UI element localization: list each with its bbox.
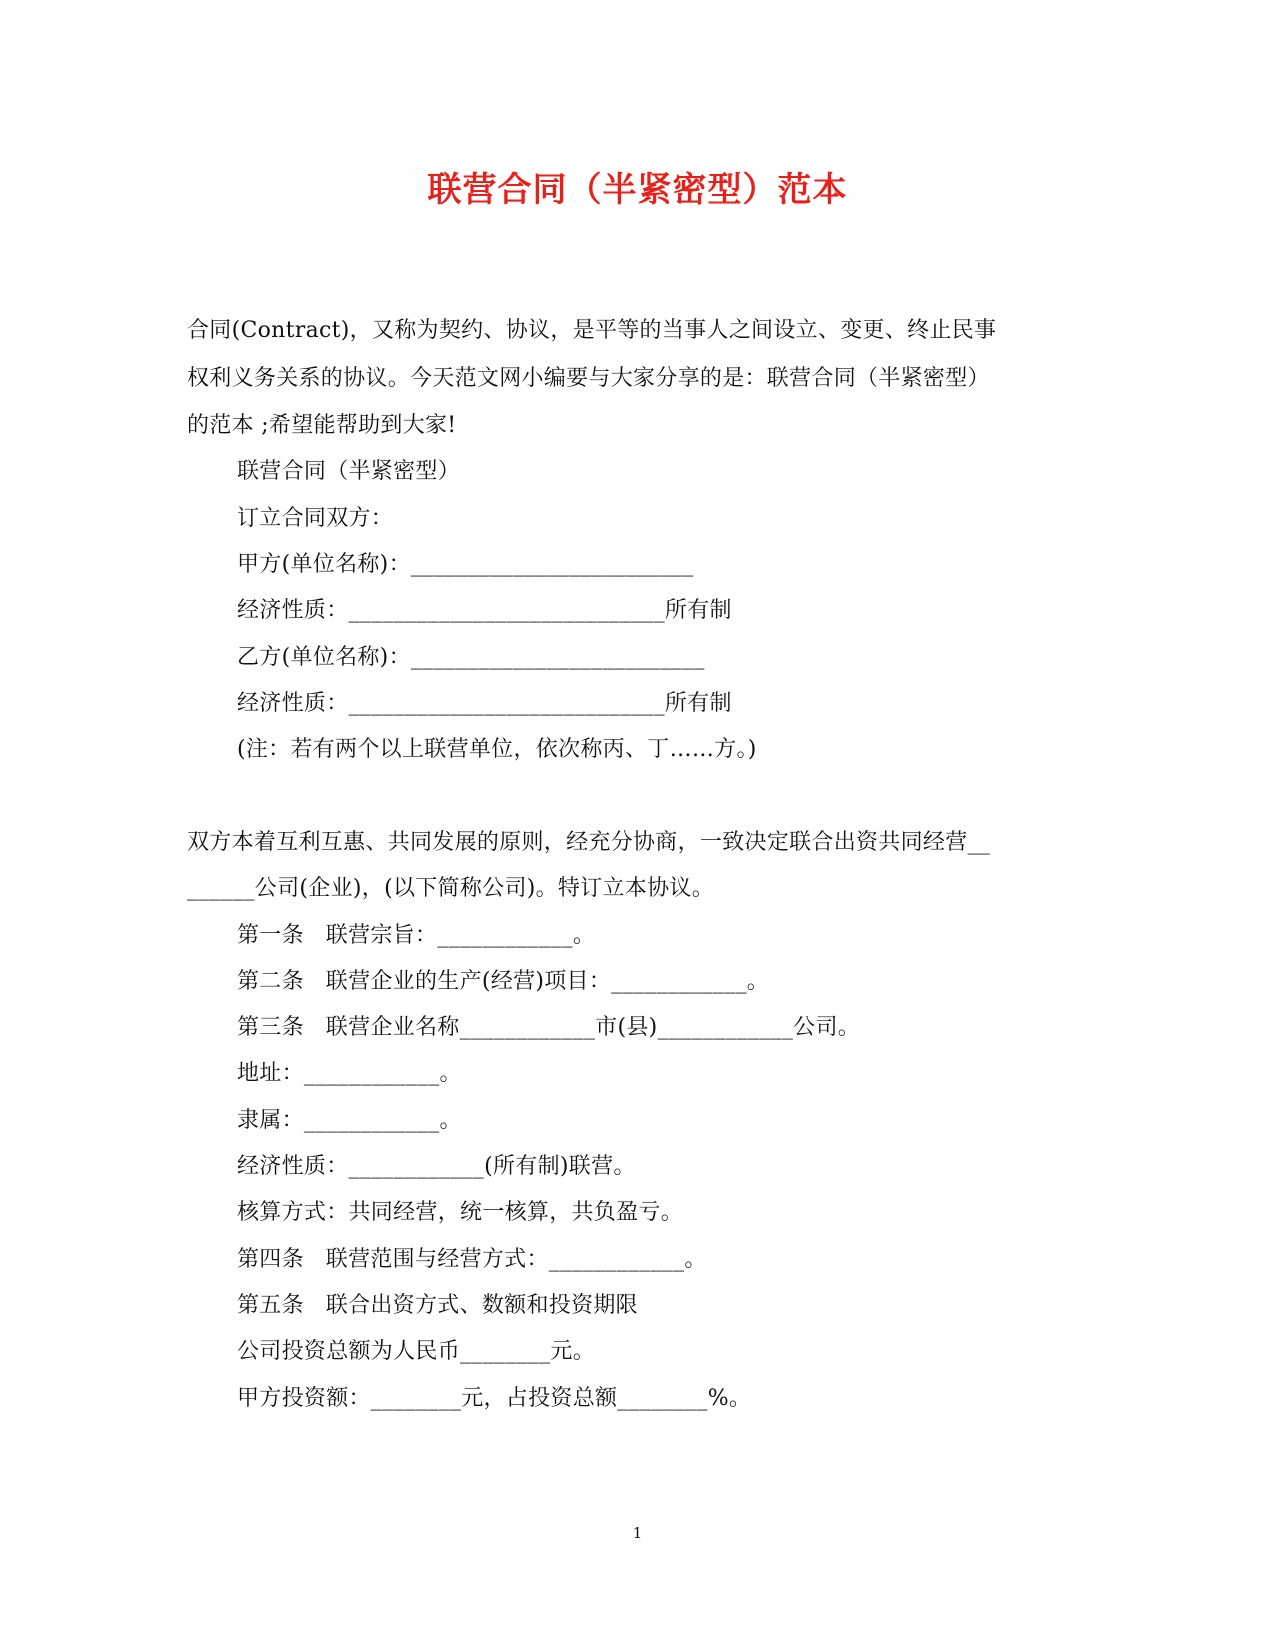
party-a-name-line: 甲方(单位名称)：_________________________ bbox=[237, 552, 694, 577]
clause-4: 第四条 联营范围与经营方式：____________。 bbox=[237, 1247, 707, 1272]
clause-3: 第三条 联营企业名称____________市(县)____________公司。 bbox=[237, 1015, 861, 1040]
purpose-line-1: 双方本着互利互惠、共同发展的原则，经充分协商，一致决定联合出资共同经营__ bbox=[187, 830, 991, 855]
purpose-line-2: ______公司(企业)，(以下简称公司)。特订立本协议。 bbox=[187, 876, 715, 901]
clause-2: 第二条 联营企业的生产(经营)项目：____________。 bbox=[237, 969, 770, 994]
clause-3-affiliation: 隶属：____________。 bbox=[237, 1108, 462, 1133]
clause-1: 第一条 联营宗旨：____________。 bbox=[237, 923, 596, 948]
intro-line-2: 权利义务关系的协议。今天范文网小编要与大家分享的是：联营合同（半紧密型） bbox=[187, 366, 990, 391]
party-b-nature-line: 经济性质：____________________________所有制 bbox=[237, 691, 732, 716]
clause-3-address: 地址：____________。 bbox=[237, 1061, 462, 1086]
party-b-name-line: 乙方(单位名称)：__________________________ bbox=[237, 645, 705, 670]
clause-5-total-investment: 公司投资总额为人民币________元。 bbox=[237, 1339, 596, 1364]
note-line: (注：若有两个以上联营单位，依次称丙、丁……方。) bbox=[237, 737, 757, 762]
document-title: 联营合同（半紧密型）范本 bbox=[427, 170, 848, 210]
contract-heading: 联营合同（半紧密型） bbox=[237, 459, 461, 484]
page-number: 1 bbox=[632, 1524, 643, 1542]
clause-3-accounting: 核算方式：共同经营，统一核算，共负盈亏。 bbox=[237, 1200, 684, 1225]
intro-line-3: 的范本 ;希望能帮助到大家! bbox=[187, 413, 457, 438]
party-a-nature-line: 经济性质：____________________________所有制 bbox=[237, 598, 732, 623]
intro-line-1: 合同(Contract)，又称为契约、协议，是平等的当事人之间设立、变更、终止民事 bbox=[187, 318, 997, 343]
clause-3-nature: 经济性质：____________(所有制)联营。 bbox=[237, 1154, 636, 1179]
clause-5: 第五条 联合出资方式、数额和投资期限 bbox=[237, 1293, 638, 1318]
clause-5-party-a-investment: 甲方投资额：________元，占投资总额________%。 bbox=[237, 1386, 752, 1411]
parties-heading: 订立合同双方： bbox=[237, 506, 394, 531]
